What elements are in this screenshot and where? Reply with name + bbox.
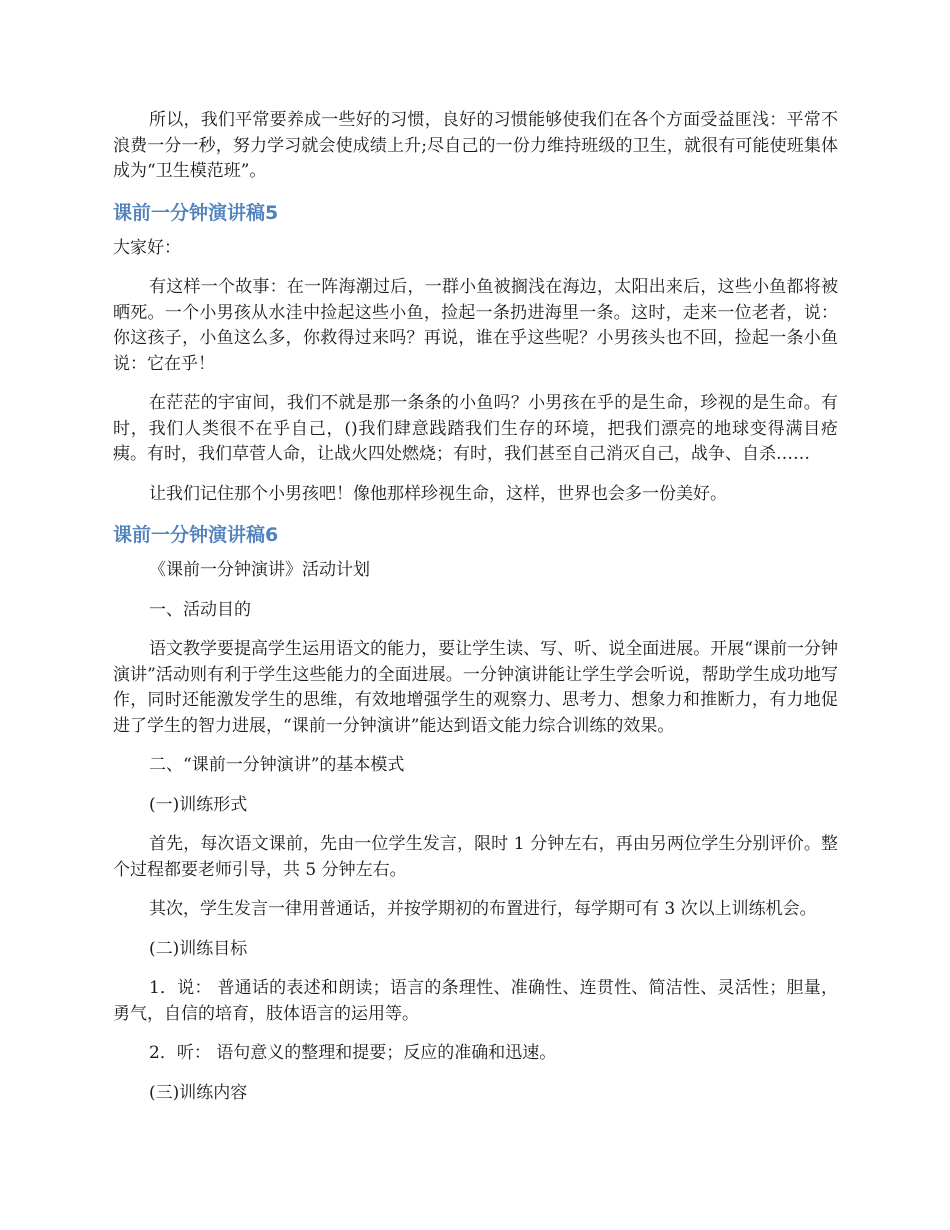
subsection-goals-heading: (二)训练目标 bbox=[149, 938, 248, 959]
heading-speech-6: 课前一分钟演讲稿6 bbox=[113, 524, 279, 546]
plan-title: 《课前一分钟演讲》活动计划 bbox=[149, 560, 370, 580]
subsection-content-heading: (三)训练内容 bbox=[149, 1082, 248, 1103]
greeting: 大家好： bbox=[113, 237, 181, 258]
paragraph-form-first: 首先，每次语文课前，先由一位学生发言，限时 1 分钟左右，再由另两位学生分别评价。整个过程都要老师引导，共 5 分钟左右。 bbox=[113, 834, 838, 880]
paragraph-universe: 在茫茫的宇宙间，我们不就是那一条条的小鱼吗？小男孩在乎的是生命，珍视的是生命。有时，我们人类很不在乎自己，()我们肆意践踏我们生存的环境，把我们漂亮的地球变得满目疮痍。有时，我们草菅人命，让战火四处燃烧；有时，我们甚至自己消灭自己，战争、自杀…… bbox=[113, 393, 838, 464]
goal-listening: 2．听： 语句意义的整理和提要；反应的准确和迅速。 bbox=[149, 1043, 557, 1063]
section-mode-heading: 二、“课前一分钟演讲”的基本模式 bbox=[149, 755, 405, 775]
section-purpose-heading: 一、活动目的 bbox=[149, 599, 251, 620]
heading-speech-5: 课前一分钟演讲稿5 bbox=[113, 201, 279, 224]
paragraph-fish-story: 有这样一个故事：在一阵海潮过后，一群小鱼被搁浅在海边，太阳出来后，这些小鱼都将被晒死。一个小男孩从水洼中捡起这些小鱼，捡起一条扔进海里一条。这时，走来一位老者，说：你这孩子，小鱼这么多，你救得过来吗？再说，谁在乎这些呢？小男孩头也不回，捡起一条小鱼说：它在乎！ bbox=[113, 277, 838, 374]
paragraph-remember-boy: 让我们记住那个小男孩吧！像他那样珍视生命，这样，世界也会多一份美好。 bbox=[149, 483, 727, 504]
goal-speaking: 1．说： 普通话的表述和朗读；语言的条理性、准确性、连贯性、简洁性、灵活性；胆量，勇气，自信的培育，肢体语言的运用等。 bbox=[113, 978, 838, 1024]
document-page bbox=[113, 108, 838, 1106]
paragraph-purpose: 语文教学要提高学生运用语文的能力，要让学生读、写、听、说全面进展。开展“课前一分钟演讲”活动则有利于学生这些能力的全面进展。一分钟演讲能让学生学会听说，帮助学生成功地写作，同时还能激发学生的思维，有效地增强学生的观察力、思考力、想象力和推断力，有力地促进了学生的智力进展，“课前一分钟演讲”能达到语文能力综合训练的效果。 bbox=[113, 639, 838, 736]
subsection-form-heading: (一)训练形式 bbox=[149, 794, 248, 815]
paragraph-form-second: 其次，学生发言一律用普通话，并按学期初的布置进行，每学期可有 3 次以上训练机会。 bbox=[149, 899, 817, 919]
paragraph-habits-conclusion: 所以，我们平常要养成一些好的习惯，良好的习惯能够使我们在各个方面受益匪浅：平常不浪费一分一秒，努力学习就会使成绩上升;尽自己的一份力维持班级的卫生，就很有可能使班集体成为“卫生模范班”。 bbox=[113, 110, 838, 181]
